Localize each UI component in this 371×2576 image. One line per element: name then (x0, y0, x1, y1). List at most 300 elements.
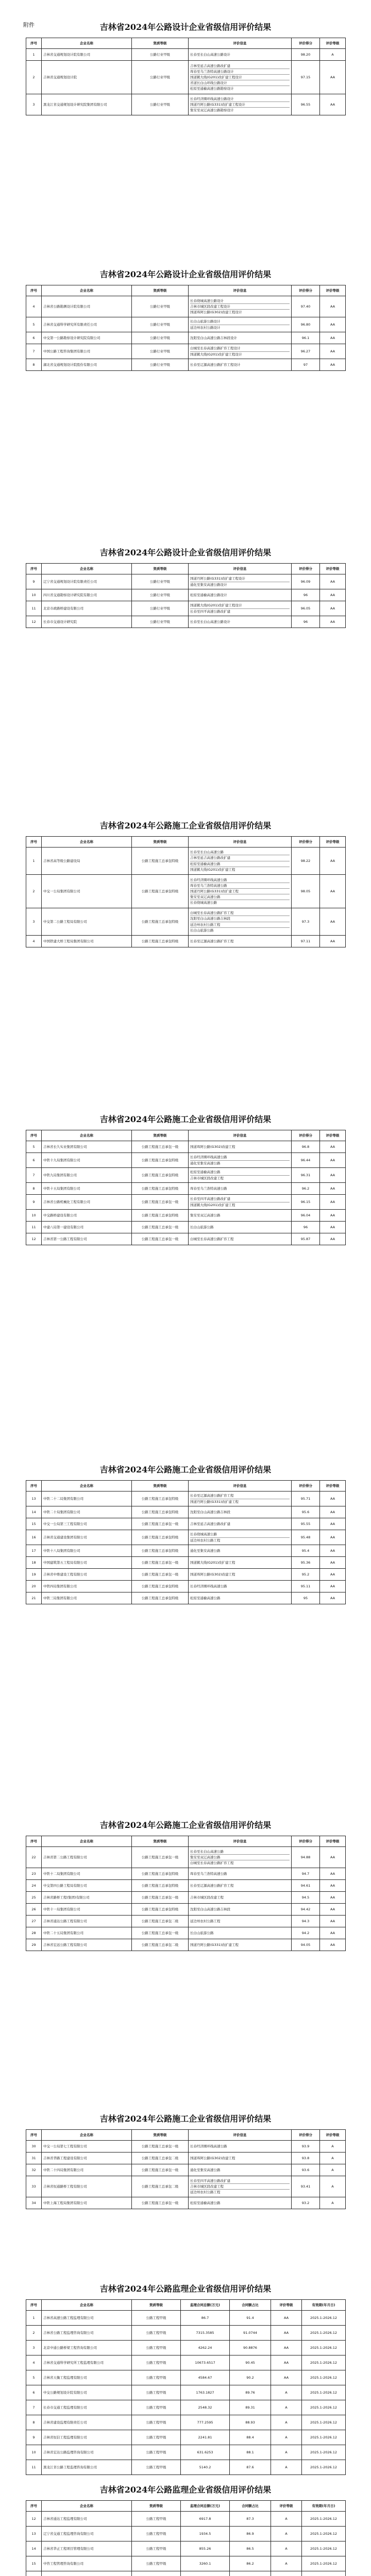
row-number: 15 (26, 1518, 42, 1530)
row-number: 24 (26, 1880, 42, 1892)
evaluation-item: 长春至辽源高速公路扩容工程设计 (190, 362, 241, 367)
evaluation-score: 97 (292, 359, 320, 371)
rating-level: AA (320, 1880, 346, 1892)
contract-amount: 4584.67 (181, 2370, 230, 2385)
table-header-row (26, 2300, 346, 2311)
company-name: 中交一公局第七工程有限公司 (42, 2141, 132, 2153)
column-header: 评价信息 (189, 1130, 292, 1141)
company-name: 吉林省公路机械化工程有限公司 (42, 1195, 132, 1210)
rating-level: AA (320, 359, 346, 371)
contract-ratio: 88.93 (230, 2415, 271, 2430)
company-name: 中铁三局集团有限公司 (42, 1592, 132, 1604)
qualification-grade: 公路行业甲级 (132, 317, 189, 332)
evaluation-info (189, 589, 292, 601)
table-row (26, 2355, 346, 2370)
table-row (26, 2445, 346, 2460)
table-row (26, 2153, 346, 2164)
table-header-row (26, 1130, 346, 1141)
evaluation-item: 通化至集安高速公路 (190, 1548, 221, 1553)
table-row (26, 317, 346, 332)
evaluation-item: 通化至集安高速公路设计 (190, 582, 227, 587)
evaluation-score: 94.3 (292, 1916, 320, 1927)
contract-amount: 86.7 (181, 2311, 230, 2326)
qualification-grade: 公路行业甲级 (132, 589, 189, 601)
column-header: 评价等级 (320, 2130, 346, 2141)
attachment-label: 附件 (23, 22, 35, 28)
table-row (26, 2176, 346, 2197)
column-header: 资质等级 (132, 38, 189, 49)
evaluation-info (189, 875, 292, 908)
evaluation-info (189, 1916, 292, 1927)
rating-level: A (271, 2512, 302, 2527)
evaluation-info (189, 1868, 292, 1880)
column-header: 监理合同总额(万元) (181, 2300, 230, 2311)
evaluation-info (189, 344, 292, 359)
evaluation-item: 长春至辽源高速公路扩容工程 (190, 1883, 234, 1888)
column-header: 序号 (26, 2501, 42, 2512)
row-number: 14 (26, 1506, 42, 1518)
rating-level: A (320, 2164, 346, 2176)
table-row (26, 2370, 346, 2385)
result-table (26, 2500, 346, 2576)
contract-amount: 3260.1 (181, 2556, 230, 2571)
table-row (26, 2556, 346, 2571)
table-row (26, 1904, 346, 1916)
row-number: 11 (26, 1222, 42, 1233)
evaluation-item: 集安至双辽高速公路 (190, 894, 290, 900)
evaluation-item: 长白山旅游公路 (190, 1225, 214, 1229)
evaluation-info (189, 94, 292, 115)
row-number: 9 (26, 2430, 42, 2445)
validity-period: 2025.1-2026.12 (302, 2415, 346, 2430)
evaluation-info (189, 1847, 292, 1868)
rating-level: AA (320, 1569, 346, 1581)
rating-level: AA (320, 1141, 346, 1153)
rating-level: AA (320, 875, 346, 908)
table-row (26, 2326, 346, 2341)
row-number: 4 (26, 296, 42, 317)
row-number: 20 (26, 1581, 42, 1592)
table-header-row (26, 1836, 346, 1847)
table-row (26, 332, 346, 344)
evaluation-info (189, 601, 292, 616)
evaluation-item: 长白山旅游公路设计 (190, 319, 290, 325)
evaluation-item: 国道丹阿公路(G331)改扩建工程设计 (190, 102, 290, 108)
contract-amount: 855.26 (181, 2541, 230, 2556)
company-name: 中铁十八局集团有限公司 (42, 1545, 132, 1557)
table-row (26, 296, 346, 317)
contract-amount: 1934.5 (181, 2527, 230, 2541)
qualification-grade: 公路行业甲级 (132, 94, 189, 115)
evaluation-info (189, 61, 292, 94)
column-header: 监理合同总额(万元) (181, 2501, 230, 2512)
row-number: 12 (26, 2512, 42, 2527)
evaluation-info (189, 1569, 292, 1581)
company-name: 四川省交通勘察设计研究院有限公司 (42, 589, 132, 601)
table-row (26, 1892, 346, 1904)
evaluation-item: 集安至双辽高速公路 (190, 1213, 221, 1217)
table-header-row (26, 1481, 346, 1492)
table-row (26, 1506, 346, 1518)
evaluation-score: 95.6 (292, 1506, 320, 1518)
evaluation-item: 延边州农村公路设计 (190, 325, 221, 330)
column-header: 评价等级 (271, 2501, 302, 2512)
result-section (26, 1463, 345, 1604)
rating-level: AA (320, 1557, 346, 1569)
validity-period: 2025.1-2026.12 (302, 2541, 346, 2556)
evaluation-item: 通化至集安高速公路 (190, 1161, 221, 1165)
column-header: 评价信息 (189, 285, 292, 296)
result-table (26, 2129, 346, 2209)
column-header: 评价等级 (320, 564, 346, 574)
row-number: 1 (26, 2311, 42, 2326)
company-name: 吉林省天衡工程监理有限公司 (42, 2370, 132, 2385)
evaluation-score: 95.4 (292, 1545, 320, 1557)
column-header: 评价信息 (189, 564, 292, 574)
row-number: 7 (26, 1168, 42, 1183)
rating-level: AA (320, 574, 346, 589)
table-row (26, 2164, 346, 2176)
column-header: 序号 (26, 2130, 42, 2141)
company-name: 中铁四局集团有限公司 (42, 1581, 132, 1592)
qualification-grade: 公路工程甲级 (132, 2311, 181, 2326)
column-header: 评价信息 (189, 38, 292, 49)
evaluation-item: 长春经济圈环线高速公路设计 (190, 96, 290, 102)
result-section (26, 268, 345, 371)
evaluation-item: 长白山旅游公路 (190, 1930, 214, 1935)
company-name: 长春市交通工程监理有限公司 (42, 2400, 132, 2415)
rating-level: A (271, 2445, 302, 2460)
evaluation-info (189, 49, 292, 61)
rating-level: AA (320, 94, 346, 115)
evaluation-item: 松原至通榆高速公路 (190, 1596, 221, 1600)
company-name: 中铁十一局集团有限公司 (42, 1904, 132, 1916)
company-name: 中铁二十二局集团有限公司 (42, 1492, 132, 1506)
evaluation-item: 珲春至乌兰浩特高速公路设计 (190, 69, 290, 75)
result-table (26, 1836, 346, 1951)
column-header: 评价等级 (320, 38, 346, 49)
evaluation-info (189, 296, 292, 317)
row-number: 22 (26, 1847, 42, 1868)
table-row (26, 1153, 346, 1168)
rating-level: A (271, 2556, 302, 2571)
qualification-grade: 公路工程施工总承包一级 (132, 1847, 189, 1868)
result-section (26, 1819, 345, 1951)
table-row (26, 936, 346, 947)
company-name: 北京中通公路桥梁工程咨询有限公司 (42, 2341, 132, 2355)
rating-level: AA (320, 1210, 346, 1222)
table-row (26, 1222, 346, 1233)
evaluation-score: 96.80 (292, 317, 320, 332)
row-number: 14 (26, 2541, 42, 2556)
company-name: 长春市交通设计研究院 (42, 616, 132, 628)
company-name: 辽宁省交通规划设计院有限责任公司 (42, 574, 132, 589)
column-header: 企业名称 (42, 1836, 132, 1847)
evaluation-item: 延边州农村公路工程 (190, 922, 290, 928)
row-number: 12 (26, 1233, 42, 1245)
company-name: 吉林省华正工程项目管理有限公司 (42, 2541, 132, 2556)
evaluation-item: 国道珲阿公路(G302)改建工程 (190, 2156, 235, 2160)
evaluation-info (189, 616, 292, 628)
qualification-grade: 公路工程施工总承包特级 (132, 1545, 189, 1557)
table-row (26, 49, 346, 61)
table-row (26, 574, 346, 589)
column-header: 序号 (26, 564, 42, 574)
evaluation-score: 95.2 (292, 1569, 320, 1581)
validity-period: 2025.1-2026.12 (302, 2445, 346, 2460)
column-header: 企业名称 (42, 564, 132, 574)
evaluation-item: 吉林市城区段改建工程设计 (190, 304, 290, 310)
evaluation-info (189, 1168, 292, 1183)
table-row (26, 1557, 346, 1569)
company-name: 吉林省长久实业集团有限公司 (42, 1141, 132, 1153)
company-name: 中铁九局集团有限公司 (42, 1168, 132, 1183)
evaluation-info (189, 1557, 292, 1569)
qualification-grade: 公路工程施工总承包一级 (132, 2164, 189, 2176)
table-row (26, 344, 346, 359)
evaluation-info (189, 2141, 292, 2153)
column-header: 资质等级 (132, 285, 189, 296)
company-name: 中交一公局第三工程有限公司 (42, 1518, 132, 1530)
validity-period: 2025.1-2026.12 (302, 2512, 346, 2527)
rating-level: A (271, 2527, 302, 2541)
validity-period: 2025.1-2026.12 (302, 2460, 346, 2475)
evaluation-item: 长春经济圈环线高速公路 (190, 1155, 290, 1160)
rating-level: AA (320, 344, 346, 359)
evaluation-score: 97.40 (292, 296, 320, 317)
table-row (26, 616, 346, 628)
evaluation-item: 白城至长春高速公路扩容工程 (190, 910, 290, 916)
table-row (26, 1195, 346, 1210)
table-row (26, 1141, 346, 1153)
column-header: 评价等级 (320, 837, 346, 848)
contract-ratio: 91.0744 (230, 2326, 271, 2341)
evaluation-item: 长春至四平高速公路改扩建 (190, 609, 230, 614)
company-name: 中铁二十五局集团有限公司 (42, 1927, 132, 1939)
evaluation-item: 松原至通榆高速公路勘察设计 (190, 87, 234, 91)
column-header: 合同额占比 (230, 2501, 271, 2512)
column-header: 资质等级 (132, 1836, 189, 1847)
row-number: 1 (26, 49, 42, 61)
row-number: 4 (26, 2355, 42, 2370)
company-name: 辽宁省交通工程监理咨询有限公司 (42, 2527, 132, 2541)
qualification-grade: 公路工程甲级 (132, 2370, 181, 2385)
row-number: 28 (26, 1927, 42, 1939)
contract-amount: 777.2595 (181, 2415, 230, 2430)
evaluation-item: 国道珲阿公路(G302)改建工程设计 (190, 310, 242, 315)
rating-level: AA (320, 1168, 346, 1183)
column-header: 评价等级 (320, 285, 346, 296)
evaluation-item: 国道鹤大线(G201)改扩建工程设计 (190, 75, 290, 80)
section-title: 吉林省2024年公路监理企业省级信用评价结果 (99, 2485, 272, 2495)
qualification-grade: 公路工程甲级 (132, 2430, 181, 2445)
evaluation-item: 珲春至乌兰浩特高速公路 (190, 883, 290, 889)
evaluation-score: 96.1 (292, 332, 320, 344)
rating-level: A (271, 2415, 302, 2430)
row-number: 11 (26, 2460, 42, 2475)
rating-level: A (271, 2541, 302, 2556)
evaluation-item: 松原至通榆高速公路 (190, 2200, 221, 2205)
evaluation-item: 国道鹤大线(G201)改扩建工程设计 (190, 603, 290, 608)
evaluation-info (189, 908, 292, 936)
rating-level: AA (320, 1592, 346, 1604)
evaluation-item: 长春经济圈环线高速公路 (190, 2144, 227, 2148)
row-number: 13 (26, 1492, 42, 1506)
rating-level: AA (320, 296, 346, 317)
row-number: 8 (26, 2415, 42, 2430)
evaluation-item: 国道鹤大线(G201)改扩建工程设计 (190, 352, 242, 357)
contract-amount: 5140.2 (181, 2460, 230, 2475)
company-name: 中国公路工程咨询集团有限公司 (42, 344, 132, 359)
table-row (26, 1927, 346, 1939)
row-number: 19 (26, 1569, 42, 1581)
row-number: 32 (26, 2164, 42, 2176)
table-row (26, 61, 346, 94)
evaluation-score: 94.88 (292, 1847, 320, 1868)
table-row (26, 589, 346, 601)
evaluation-item: 集安至双辽高速公路 (190, 1855, 290, 1860)
row-number: 34 (26, 2197, 42, 2209)
table-row (26, 875, 346, 908)
evaluation-info (189, 1592, 292, 1604)
evaluation-score: 96.31 (292, 1168, 320, 1183)
qualification-grade: 公路工程施工总承包特级 (132, 1168, 189, 1183)
evaluation-item: 吉林至延吉高速公路改扩建 (190, 855, 290, 861)
evaluation-item: 珲春至乌兰浩特高速公路 (190, 1871, 227, 1876)
table-row (26, 2512, 346, 2527)
column-header: 资质等级 (132, 1481, 189, 1492)
section-title: 吉林省2024年公路施工企业省级信用评价结果 (99, 1820, 272, 1830)
rating-level: A (271, 2430, 302, 2445)
evaluation-item: 长春至四平高速公路改扩建 (190, 1196, 290, 1202)
table-row (26, 1210, 346, 1222)
rating-level: AA (320, 1868, 346, 1880)
evaluation-score: 96.55 (292, 94, 320, 115)
evaluation-score: 97.15 (292, 61, 320, 94)
evaluation-item: 珲春至乌兰浩特高速公路 (190, 1186, 227, 1191)
table-row (26, 2430, 346, 2445)
evaluation-item: 松原至通榆高速公路 (190, 861, 290, 867)
table-row (26, 1492, 346, 1506)
evaluation-item: 长白山旅游公路 (190, 928, 214, 933)
evaluation-item: 延边州农村公路工程 (190, 2190, 221, 2195)
table-header-row (26, 38, 346, 49)
rating-level: AA (271, 2355, 302, 2370)
evaluation-item: 国道珲阿公路(G302)改建工程 (190, 1144, 235, 1149)
evaluation-score: 93.2 (292, 2197, 320, 2209)
rating-level: AA (271, 2341, 302, 2355)
row-number: 10 (26, 2445, 42, 2460)
evaluation-score: 96 (292, 1222, 320, 1233)
evaluation-info (189, 1892, 292, 1904)
qualification-grade: 公路工程施工总承包一级 (132, 1927, 189, 1939)
evaluation-score: 94.7 (292, 1868, 320, 1880)
evaluation-score: 96.04 (292, 1210, 320, 1222)
evaluation-item: 吉林至延吉高速公路改扩建 (190, 63, 290, 69)
rating-level: A (271, 2400, 302, 2415)
qualification-grade: 公路行业甲级 (132, 616, 189, 628)
rating-level: AA (320, 1904, 346, 1916)
rating-level: AA (320, 1581, 346, 1592)
row-number: 21 (26, 1592, 42, 1604)
company-name: 中铁二十四局集团有限公司 (42, 2164, 132, 2176)
evaluation-score: 93.8 (292, 2153, 320, 2164)
contract-ratio: 86.9 (230, 2527, 271, 2541)
evaluation-info (189, 2164, 292, 2176)
evaluation-item: 吉林市城区段改建工程 (190, 1176, 224, 1180)
row-number: 1 (26, 848, 42, 875)
company-name: 吉林省交通科学研究所有限责任公司 (42, 317, 132, 332)
evaluation-item: 长春至长白山高速公路设计 (190, 52, 230, 57)
company-name: 中交一公局集团有限公司 (42, 875, 132, 908)
table-row (26, 2527, 346, 2541)
table-row (26, 848, 346, 875)
company-name: 中交路桥建设有限公司 (42, 1210, 132, 1222)
section-title: 吉林省2024年公路施工企业省级信用评价结果 (99, 821, 272, 831)
evaluation-item: 国道丹阿公路(G331)改扩建工程 (190, 1942, 239, 1947)
row-number: 27 (26, 1916, 42, 1927)
rating-level: AA (320, 1939, 346, 1951)
rating-level: A (271, 2385, 302, 2400)
column-header: 序号 (26, 1836, 42, 1847)
evaluation-item: 长春经济圈环线高速公路 (190, 1584, 227, 1588)
evaluation-info (189, 848, 292, 875)
qualification-grade (132, 2571, 181, 2576)
contract-amount: 2241.81 (181, 2430, 230, 2445)
column-header: 资质等级 (132, 2501, 181, 2512)
column-header: 序号 (26, 1481, 42, 1492)
qualification-grade: 公路工程施工总承包二级 (132, 1916, 189, 1927)
qualification-grade: 公路工程施工总承包特级 (132, 1592, 189, 1604)
evaluation-item: 集安至双辽高速公路勘察设计 (190, 108, 234, 113)
row-number: 5 (26, 317, 42, 332)
contract-ratio: 89.31 (230, 2400, 271, 2415)
table-row (26, 2541, 346, 2556)
table-row (26, 2400, 346, 2415)
company-name: 吉林省华路工程建设有限公司 (42, 2153, 132, 2164)
table-header-row (26, 285, 346, 296)
table-row (26, 2141, 346, 2153)
row-number: 3 (26, 908, 42, 936)
qualification-grade: 公路工程施工总承包特级 (132, 1492, 189, 1506)
column-header: 评价得分 (292, 837, 320, 848)
contract-ratio: 89.76 (230, 2385, 271, 2400)
rating-level: AA (271, 2370, 302, 2385)
company-name (42, 2571, 132, 2576)
row-number: 8 (26, 359, 42, 371)
evaluation-item: 沈阳至白山高速公路吉林段 (190, 916, 290, 922)
table-row (26, 2311, 346, 2326)
evaluation-item: 白城至长春高速公路扩容工程 (190, 1861, 234, 1866)
result-section (26, 819, 345, 947)
table-row (26, 359, 346, 371)
column-header: 评价得分 (292, 1836, 320, 1847)
evaluation-item: 长春至长白山高速公路设计 (190, 619, 230, 624)
rating-level: AA (320, 1492, 346, 1506)
company-name: 吉林省建设监理有限责任公司 (42, 2415, 132, 2430)
column-header: 有效期(年月日) (302, 2300, 346, 2311)
column-header: 评价信息 (189, 2130, 292, 2141)
qualification-grade: 公路工程施工总承包一级 (132, 1557, 189, 1569)
qualification-grade: 公路工程施工总承包一级 (132, 1141, 189, 1153)
row-number: 8 (26, 1183, 42, 1195)
row-number: 3 (26, 94, 42, 115)
qualification-grade: 公路工程施工总承包特级 (132, 1183, 189, 1195)
evaluation-item: 国道鹤大线(G201)改扩建工程 (190, 1560, 235, 1565)
evaluation-item: 松原至通榆高速公路 (190, 1170, 290, 1175)
row-number: 7 (26, 344, 42, 359)
company-name: 吉林省路桥工程(集团)有限公司 (42, 1892, 132, 1904)
